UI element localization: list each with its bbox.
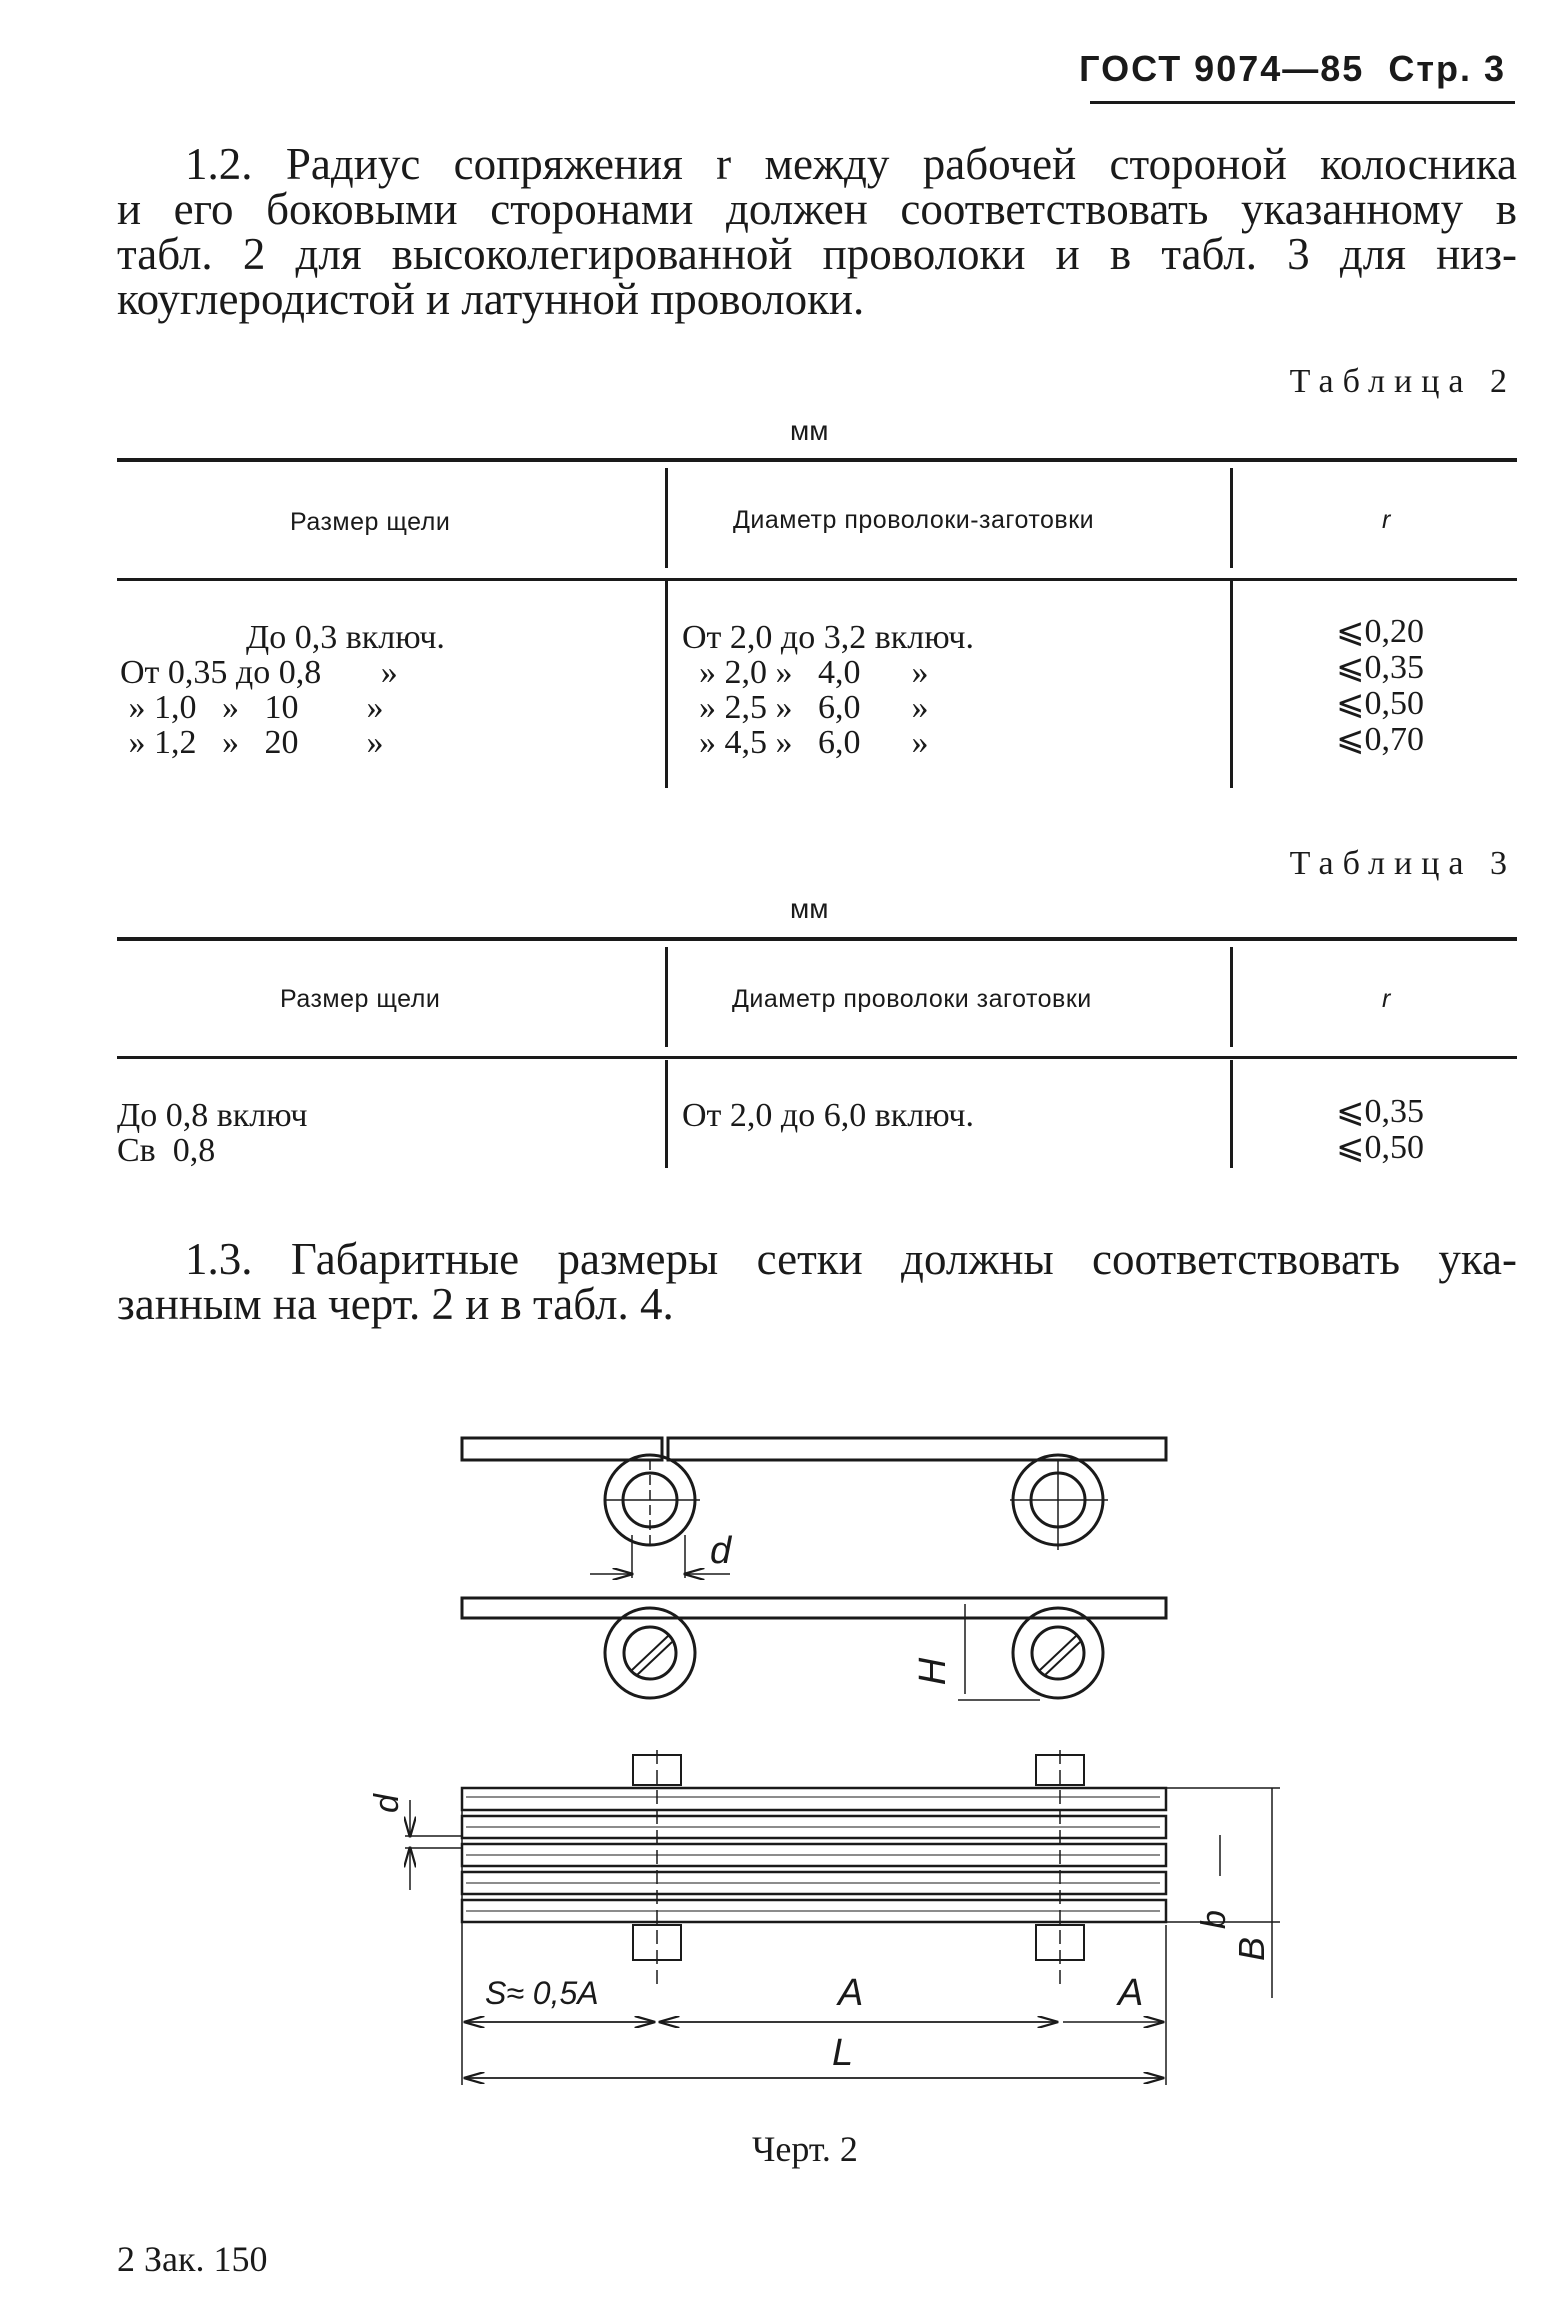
table-cell: ⩽0,70 <box>1336 721 1424 758</box>
label-B: B <box>1231 1936 1273 1962</box>
section-1-2-line: табл. 2 для высоколегированной проволоки и в табл. 3 для низ- <box>117 229 1517 279</box>
page-footer: 2 Зак. 150 <box>117 2239 268 2279</box>
table-cell: От 2,0 до 6,0 включ. <box>682 1097 974 1134</box>
table2-col-diameter: Диаметр проволоки-заготовки <box>733 506 1095 534</box>
table-cell: До 0,3 включ. <box>246 619 445 656</box>
label-b: b <box>1194 1910 1233 1929</box>
table-cell: ⩽0,50 <box>1336 685 1424 722</box>
label-d-top: d <box>710 1530 732 1572</box>
table-cell: От 2,0 до 3,2 включ. <box>682 619 974 656</box>
mesh-plan-view <box>405 1750 1280 1998</box>
table-cell: От 0,35 до 0,8 » <box>120 654 398 691</box>
standard-number: ГОСТ 9074—85 <box>1079 48 1365 89</box>
table3-caption: Таблица 3 <box>1289 845 1516 882</box>
table3-col-diameter: Диаметр проволоки заготовки <box>732 985 1092 1013</box>
table-cell: » 1,2 » 20 » <box>120 724 384 761</box>
table-cell: До 0,8 включ <box>117 1097 308 1134</box>
label-d-side: d <box>367 1794 406 1813</box>
label-s: S≈ 0,5A <box>485 1975 599 2011</box>
figure-caption: Черт. 2 <box>752 2129 858 2169</box>
table-cell: Св 0,8 <box>117 1132 216 1169</box>
table-cell: » 2,5 » 6,0 » <box>682 689 929 726</box>
table2-unit: мм <box>790 415 829 446</box>
table-cell: ⩽0,35 <box>1336 1093 1424 1130</box>
label-A-right: A <box>1118 1972 1144 2014</box>
section-1-2-line: и его боковыми сторонами должен соответствовать указанному в <box>117 184 1517 234</box>
table2-caption: Таблица 2 <box>1289 363 1516 400</box>
table-cell: ⩽0,50 <box>1336 1129 1424 1166</box>
table-cell: ⩽0,20 <box>1336 613 1424 650</box>
table-cell: » 1,0 » 10 » <box>120 689 384 726</box>
upper-grate-bar <box>462 1438 1166 1578</box>
table2-col-r: r <box>1382 506 1391 534</box>
label-A-middle: A <box>838 1972 864 2014</box>
table-cell: » 2,0 » 4,0 » <box>682 654 929 691</box>
table-cell: ⩽0,35 <box>1336 649 1424 686</box>
table3-col-slot: Размер щели <box>280 985 441 1013</box>
page-number: Стр. 3 <box>1388 48 1506 89</box>
table-cell: » 4,5 » 6,0 » <box>682 724 929 761</box>
section-1-3-line: 1.3. Габаритные размеры сетки должны соответствовать ука- <box>185 1234 1517 1284</box>
lower-grate-bar <box>462 1598 1166 1700</box>
table2-col-slot: Размер щели <box>290 508 451 536</box>
table3-unit: мм <box>790 893 829 924</box>
section-1-3-line: занным на черт. 2 и в табл. 4. <box>117 1279 674 1329</box>
section-1-2-line: коуглеродистой и латунной проволоки. <box>117 274 865 324</box>
label-L: L <box>832 2032 854 2074</box>
section-1-2-line: 1.2. Радиус сопряжения r между рабочей стороной колосника <box>185 139 1517 189</box>
table3-col-r: r <box>1382 985 1391 1013</box>
label-H: H <box>912 1657 955 1686</box>
